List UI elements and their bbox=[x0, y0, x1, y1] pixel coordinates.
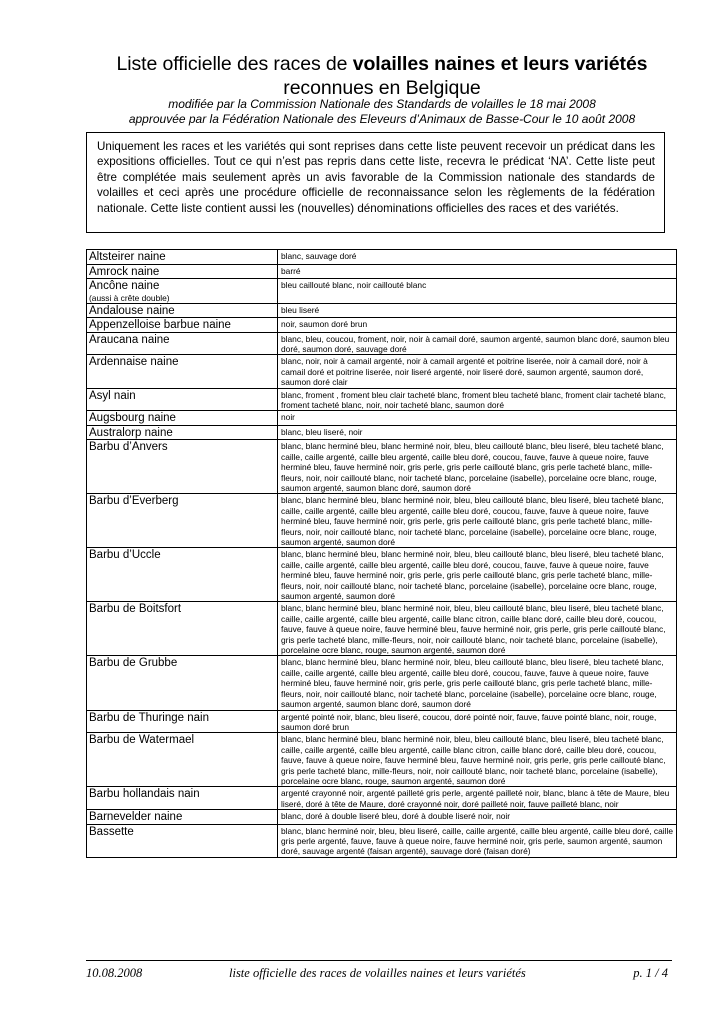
race-varieties: blanc, sauvage doré bbox=[278, 250, 677, 265]
race-varieties: noir bbox=[278, 411, 677, 426]
race-varieties: blanc, blanc herminé bleu, blanc herminé noir, bleu, bleu caillouté blanc, bleu liseré, bleu tacheté blanc, caille, caille argenté, caille bleu argenté, caille bleu doré, coucou, fauve, fauve à queue noire, fauve herminé bleu, fauve herminé noir, gris perle, gris perle caillouté blanc, gris perle tacheté blanc, mille-fleurs, noir, noir caillouté blanc, noir tacheté blanc, porcelaine (isabelle), porcelaine ocre blanc, rouge, saumon argenté, saumon blanc doré, saumon doré bbox=[278, 440, 677, 494]
race-name-cell bbox=[87, 656, 278, 710]
race-varieties: blanc, blanc herminé bleu, blanc herminé noir, bleu, bleu caillouté blanc, bleu liseré, bleu tacheté blanc, caille, caille argenté, caille bleu argenté, caille bleu doré, coucou, fauve, fauve à queue noire, fauve herminé bleu, fauve herminé noir, gris perle, gris perle caillouté blanc, gris perle tacheté blanc, mille-fleurs, noir, noir caillouté blanc, noir tacheté blanc, porcelaine (isabelle), porcelaine ocre blanc, rouge, saumon argenté, saumon blanc doré, saumon doré bbox=[278, 656, 677, 710]
race-name: Barbu de Thuringe nain bbox=[89, 711, 209, 724]
race-varieties: blanc, blanc herminé bleu, blanc herminé noir, bleu, bleu caillouté blanc, bleu liseré, bleu tacheté blanc, caille, caille argenté, caille bleu argenté, caille blanc citron, caille blanc doré, caille bleu doré, coucou, fauve, fauve à queue noire, fauve herminé bleu, fauve herminé noir, gris perle, gris perle caillouté blanc, gris perle tacheté blanc, mille-fleurs, noir, noir caillouté blanc, noir tacheté blanc, porcelaine (isabelle), porcelaine ocre blanc, rouge, saumon argenté, saumon doré bbox=[278, 602, 677, 656]
race-name-cell bbox=[87, 602, 278, 656]
race-name-cell bbox=[87, 710, 278, 733]
footer-page-number: p. 1 / 4 bbox=[633, 966, 668, 980]
race-name-cell bbox=[87, 250, 278, 265]
race-name: Barbu d’Anvers bbox=[89, 441, 168, 454]
race-varieties: blanc, noir, noir à camail argenté, noir à camail argenté et poitrine liserée, noir à camail doré, noir à camail doré et poitrine liserée, noir liseré argenté, noir liseré doré, saumon argenté, saumon doré, saumon doré clair bbox=[278, 355, 677, 388]
race-name-cell bbox=[87, 388, 278, 411]
race-name: Barbu d’Everberg bbox=[89, 495, 179, 508]
race-varieties: noir, saumon doré brun bbox=[278, 318, 677, 333]
race-name: Appenzelloise barbue naine bbox=[89, 319, 231, 331]
race-name-cell bbox=[87, 787, 278, 810]
footer-date: 10.08.2008 bbox=[86, 966, 143, 980]
race-note: (aussi à crête double) bbox=[89, 292, 170, 303]
race-name-cell bbox=[87, 411, 278, 426]
table-row bbox=[87, 332, 677, 355]
race-varieties: blanc, blanc herminé bleu, blanc herminé noir, bleu, bleu caillouté blanc, bleu liseré, bleu tacheté blanc, caille, caille argenté, caille bleu argenté, caille blanc citron, caille blanc doré, caille bleu doré, coucou, fauve, fauve à queue noire, fauve herminé bleu, fauve herminé noir, gris perle, gris perle caillouté blanc, gris perle tacheté blanc, mille-fleurs, noir, noir caillouté blanc, noir tacheté blanc, porcelaine (isabelle), porcelaine ocre blanc, rouge, saumon argenté, saumon doré bbox=[278, 733, 677, 787]
race-varieties: blanc, doré à double liseré bleu, doré à double liseré noir, noir bbox=[278, 810, 677, 825]
race-varieties: blanc, bleu, coucou, froment, noir, noir à camail doré, saumon argenté, saumon blanc doré, saumon bleu doré, saumon doré, sauvage doré bbox=[278, 332, 677, 355]
table-row bbox=[87, 303, 677, 318]
race-name: Barbu d’Uccle bbox=[89, 549, 161, 562]
race-name: Barbu de Watermael bbox=[89, 734, 195, 747]
race-name-cell bbox=[87, 279, 278, 304]
table-row bbox=[87, 810, 677, 825]
table-row bbox=[87, 279, 677, 304]
race-name: Barbu hollandais nain bbox=[89, 788, 200, 801]
table-row bbox=[87, 355, 677, 388]
table-row bbox=[87, 264, 677, 279]
race-name: Barbu de Grubbe bbox=[89, 657, 178, 670]
race-name-cell bbox=[87, 824, 278, 857]
races-table bbox=[86, 249, 677, 858]
race-varieties: barré bbox=[278, 264, 677, 279]
race-varieties: bleu liseré bbox=[278, 303, 677, 318]
table-row bbox=[87, 250, 677, 265]
subtitle-line-2: approuvée par la Fédération Nationale des Eleveurs d’Animaux de Basse-Cour le 10 août 2008 bbox=[128, 112, 636, 126]
race-varieties: argenté crayonné noir, argenté pailleté gris perle, argenté pailleté noir, blanc, blanc à tête de Maure, bleu liseré, doré à tête de Maure, doré crayonné noir, doré pailleté noir, fauve pailleté blanc, noir bbox=[278, 787, 677, 810]
table-row bbox=[87, 733, 677, 787]
race-name-cell bbox=[87, 303, 278, 318]
title-line-2: reconnues en Belgique bbox=[283, 77, 481, 99]
table-row bbox=[87, 318, 677, 333]
race-name-cell bbox=[87, 494, 278, 548]
race-name-cell bbox=[87, 318, 278, 333]
table-row bbox=[87, 388, 677, 411]
race-varieties: blanc, blanc herminé bleu, blanc herminé noir, bleu, bleu caillouté blanc, bleu liseré, bleu tacheté blanc, caille, caille argenté, caille bleu argenté, caille bleu doré, coucou, fauve, fauve à queue noire, fauve herminé bleu, fauve herminé noir, gris perle, gris perle caillouté blanc, gris perle tacheté blanc, mille-fleurs, noir, noir caillouté blanc, noir tacheté blanc, porcelaine (isabelle), porcelaine ocre blanc, rouge, saumon argenté, saumon doré bbox=[278, 548, 677, 602]
table-row bbox=[87, 494, 677, 548]
race-varieties: blanc, bleu liseré, noir bbox=[278, 425, 677, 440]
race-name: Barnevelder naine bbox=[89, 811, 183, 824]
title-line-1 bbox=[60, 52, 704, 76]
race-name-cell bbox=[87, 548, 278, 602]
race-name-cell bbox=[87, 810, 278, 825]
table-row bbox=[87, 548, 677, 602]
footer-divider bbox=[86, 960, 672, 961]
race-varieties: blanc, froment , froment bleu clair tacheté blanc, froment bleu tacheté blanc, froment clair tacheté blanc, froment tacheté blanc, noir, noir tacheté blanc, saumon doré bbox=[278, 388, 677, 411]
table-row bbox=[87, 656, 677, 710]
table-row bbox=[87, 787, 677, 810]
footer-title: liste officielle des races de volailles naines et leurs variétés bbox=[229, 966, 526, 980]
table-row bbox=[87, 710, 677, 733]
race-name-cell bbox=[87, 264, 278, 279]
race-name: Bassette bbox=[89, 825, 134, 838]
race-name-cell bbox=[87, 332, 278, 355]
table-row bbox=[87, 440, 677, 494]
race-name-cell bbox=[87, 355, 278, 388]
race-name: Augsbourg naine bbox=[89, 412, 176, 425]
page-footer bbox=[86, 966, 672, 982]
race-name-cell bbox=[87, 733, 278, 787]
subtitle-line-1: modifiée par la Commission Nationale des Standards de volailles le 18 mai 2008 bbox=[168, 97, 596, 111]
table-row bbox=[87, 602, 677, 656]
notice-box: Uniquement les races et les variétés qui sont reprises dans cette liste peuvent recevoir un prédicat dans les expositions officielles. Tout ce qui n’est pas repris dans cette liste, recevra le prédicat ‘NA’. Cette liste peut être complétée mais seulement après un avis favorable de la Commission nationale des standards de volailles et ceci après une procédure officielle de reconnaissance selon les règlements de la fédération nationale. Cette liste contient aussi les (nouvelles) dénominations officielles des races et des variétés. bbox=[86, 132, 665, 233]
race-name-cell bbox=[87, 425, 278, 440]
race-name: Amrock naine bbox=[89, 265, 160, 278]
table-row bbox=[87, 824, 677, 857]
race-name: Ardennaise naine bbox=[89, 356, 179, 369]
race-varieties: bleu caillouté blanc, noir caillouté blanc bbox=[278, 279, 677, 304]
race-varieties: blanc, blanc herminé bleu, blanc herminé noir, bleu, bleu caillouté blanc, bleu liseré, bleu tacheté blanc, caille, caille argenté, caille bleu argenté, caille bleu doré, coucou, fauve, fauve à queue noire, fauve herminé bleu, fauve herminé noir, gris perle, gris perle caillouté blanc, gris perle tacheté blanc, mille-fleurs, noir, noir caillouté blanc, noir tacheté blanc, porcelaine (isabelle), porcelaine ocre blanc, rouge, saumon argenté, saumon doré bbox=[278, 494, 677, 548]
table-row bbox=[87, 425, 677, 440]
subtitle bbox=[60, 97, 704, 127]
race-varieties: blanc, blanc herminé noir, bleu, bleu liseré, caille, caille argenté, caille bleu argenté, caille bleu doré, caille gris perle argenté, fauve, fauve à queue noire, fauve herminé noir, gris perle, saumon argenté, saumon doré, sauvage argenté (faisan argenté), sauvage doré (faisan doré) bbox=[278, 824, 677, 857]
race-name: Altsteirer naine bbox=[89, 251, 166, 263]
title-bold: volailles naines et leurs variétés bbox=[352, 53, 648, 75]
table-row bbox=[87, 411, 677, 426]
race-name: Andalouse naine bbox=[89, 304, 175, 317]
race-name: Barbu de Boitsfort bbox=[89, 603, 182, 616]
races-table-body bbox=[87, 250, 677, 858]
race-varieties: argenté pointé noir, blanc, bleu liseré, coucou, doré pointé noir, fauve, fauve pointé blanc, noir, rouge, saumon doré brun bbox=[278, 710, 677, 733]
race-name: Ancône naine bbox=[89, 280, 160, 292]
race-name: Australorp naine bbox=[89, 426, 173, 439]
race-name-cell bbox=[87, 440, 278, 494]
page-title bbox=[60, 52, 704, 100]
title-prefix: Liste officielle des races de bbox=[116, 53, 353, 75]
race-name: Araucana naine bbox=[89, 333, 170, 346]
race-name: Asyl nain bbox=[89, 389, 136, 402]
